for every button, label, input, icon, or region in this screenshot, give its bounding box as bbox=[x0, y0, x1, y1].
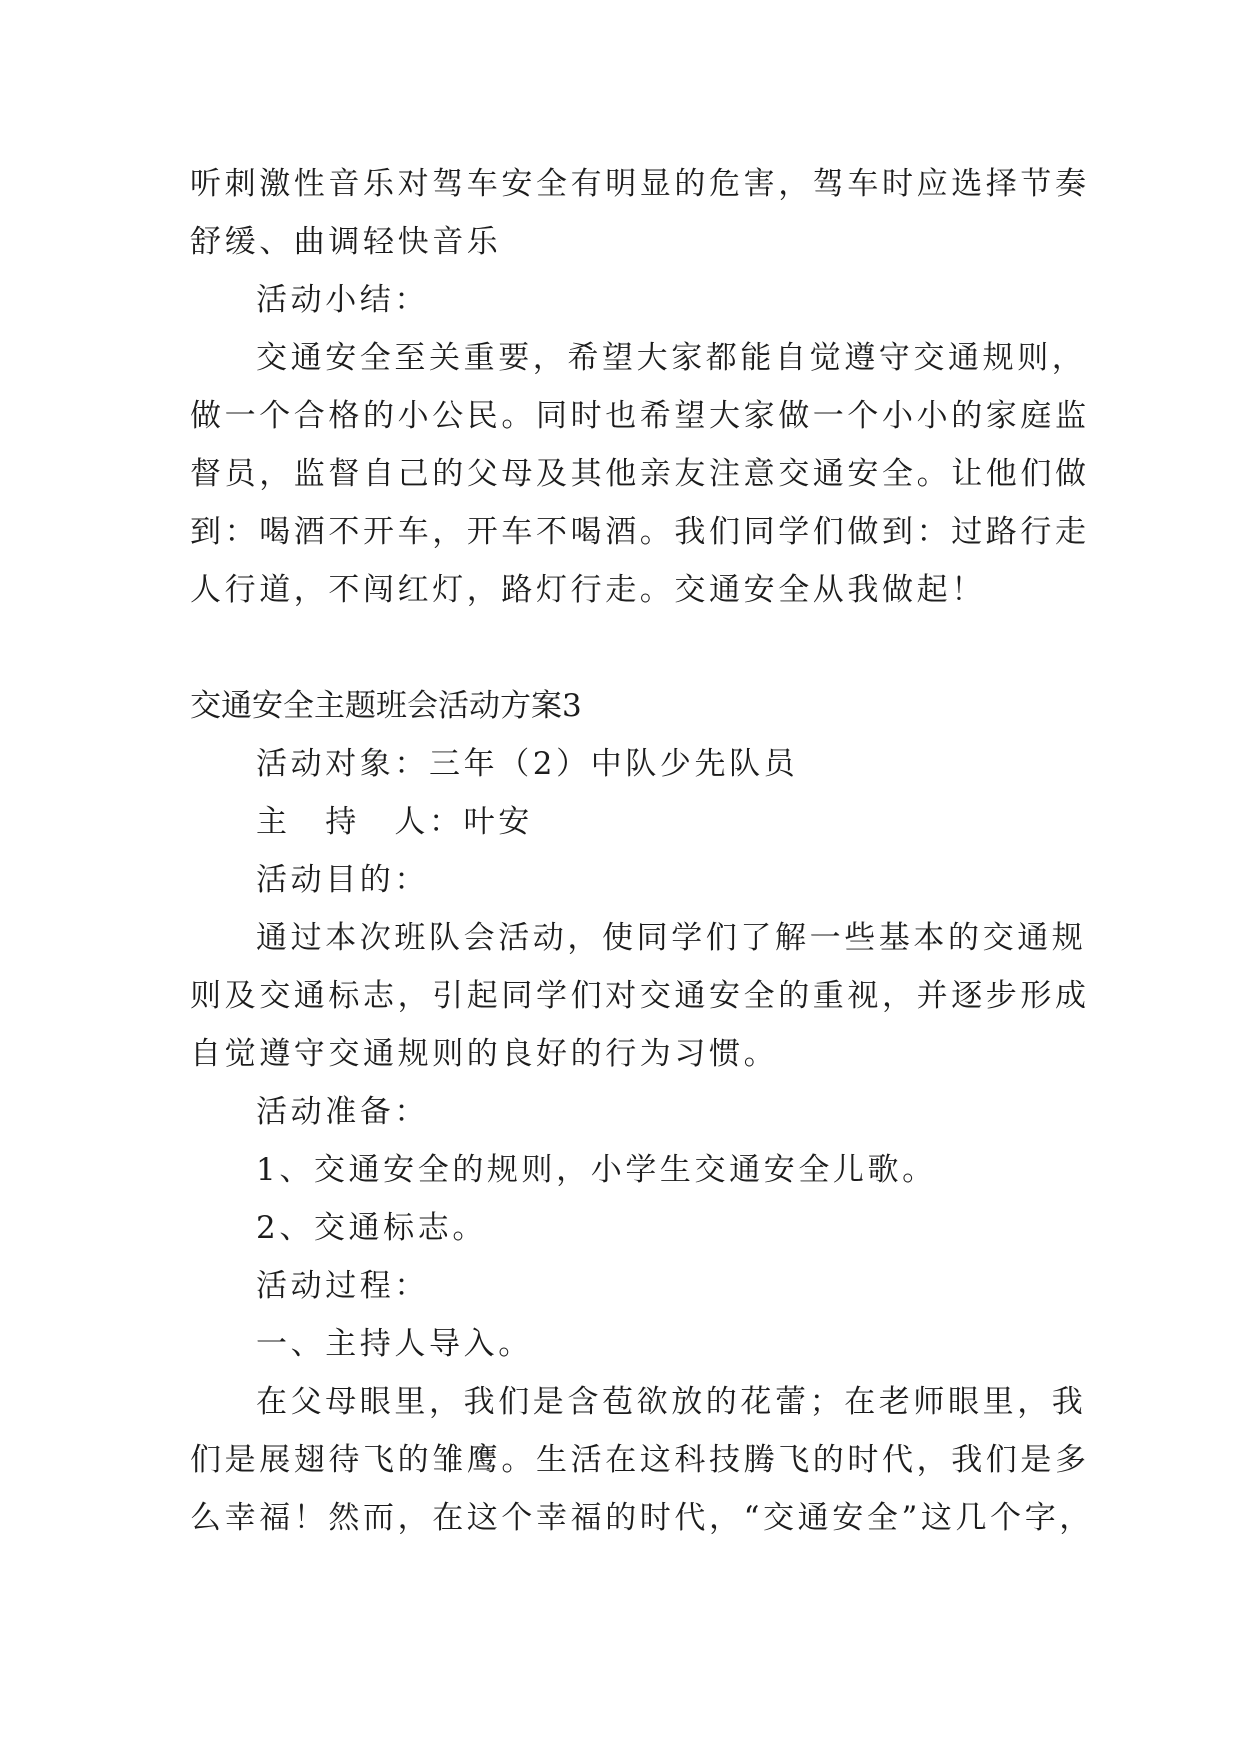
section-label: 活动准备： bbox=[256, 1094, 429, 1130]
body-text-line: 听刺激性音乐对驾车安全有明显的危害，驾车时应选择节奏 bbox=[190, 166, 1090, 202]
list-item: 1、交通安全的规则，小学生交通安全儿歌。 bbox=[256, 1152, 937, 1188]
document-title: 交通安全主题班会活动方案3 bbox=[190, 688, 582, 724]
body-text-line: 舒缓、曲调轻快音乐 bbox=[190, 224, 502, 260]
body-text-line: 通过本次班队会活动，使同学们了解一些基本的交通规 bbox=[256, 920, 1087, 956]
body-text-line: 自觉遵守交通规则的良好的行为习惯。 bbox=[190, 1036, 779, 1072]
body-text-line: 则及交通标志，引起同学们对交通安全的重视，并逐步形成 bbox=[190, 978, 1090, 1014]
body-text-line: 活动对象：三年（2）中队少先队员 bbox=[256, 746, 799, 782]
body-text-line: 一、主持人导入。 bbox=[256, 1326, 533, 1362]
body-text-line: 们是展翅待飞的雏鹰。生活在这科技腾飞的时代，我们是多 bbox=[190, 1442, 1090, 1478]
section-label: 活动过程： bbox=[256, 1268, 429, 1304]
body-text-line: 人行道，不闯红灯，路灯行走。交通安全从我做起！ bbox=[190, 572, 986, 608]
body-text-line: 在父母眼里，我们是含苞欲放的花蕾；在老师眼里，我 bbox=[256, 1384, 1087, 1420]
body-text-line: 做一个合格的小公民。同时也希望大家做一个小小的家庭监 bbox=[190, 398, 1090, 434]
section-label: 活动小结： bbox=[256, 282, 429, 318]
body-text-line: 到：喝酒不开车，开车不喝酒。我们同学们做到：过路行走 bbox=[190, 514, 1090, 550]
body-text-line: 交通安全至关重要，希望大家都能自觉遵守交通规则， bbox=[256, 340, 1087, 376]
section-label: 活动目的： bbox=[256, 862, 429, 898]
body-text-line: 主 持 人：叶安 bbox=[256, 804, 533, 840]
list-item: 2、交通标志。 bbox=[256, 1210, 487, 1246]
body-text-line: 么幸福！然而，在这个幸福的时代，“交通安全”这几个字， bbox=[190, 1500, 1094, 1536]
body-text-line: 督员，监督自己的父母及其他亲友注意交通安全。让他们做 bbox=[190, 456, 1090, 492]
